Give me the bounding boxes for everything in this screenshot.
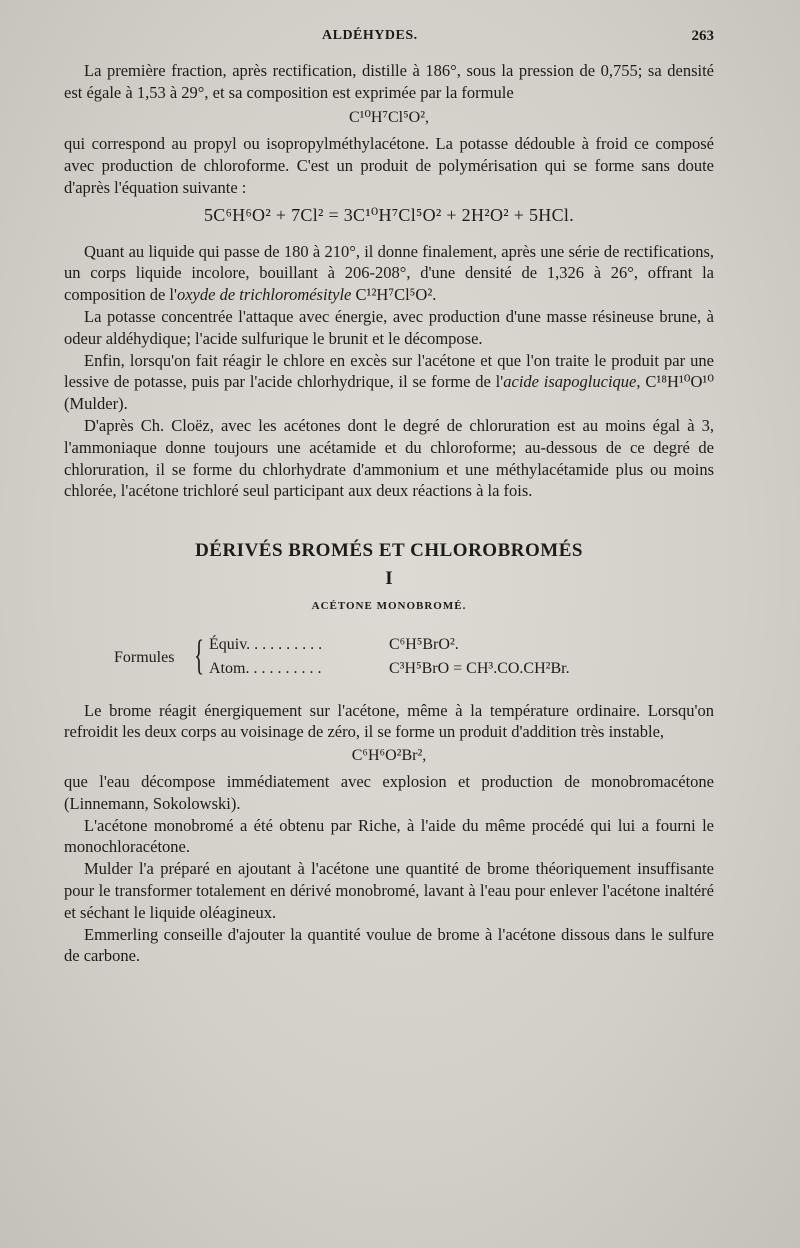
paragraph	[64, 241, 714, 306]
subsection-title: ACÉTONE MONOBROMÉ.	[311, 599, 467, 612]
formula-row-name: Atom. . . . . . . . . .	[209, 659, 322, 677]
paragraph: Le brome réagit énergiquement sur l'acétone, même à la température ordinaire. Lorsqu'on refroidit les deux corps au voisinage de zéro, il se forme un produit d'addition très instable,	[64, 700, 714, 742]
text-run: C¹²H⁷Cl⁵O².	[351, 285, 437, 305]
formulas-label: Formules	[114, 648, 175, 666]
formulas-table	[64, 632, 714, 684]
paragraph: Emmerling conseille d'ajouter la quantité voulue de brome à l'acétone dissous dans le sulfure de carbone.	[64, 924, 714, 966]
paragraph: L'acétone monobromé a été obtenu par Riche, à l'aide du même procédé qui lui a fourni le monochloracétone.	[64, 815, 714, 857]
text-run: , C¹⁸H¹⁰O¹⁰ (Mulder).	[64, 372, 714, 414]
brace: {	[194, 632, 205, 679]
formula-row	[209, 658, 570, 680]
formula-row	[209, 634, 459, 656]
paragraph: qui correspond au propyl ou isopropylméthylacétone. La potasse dédouble à froid ce composé avec production de chloroforme. C'est un produit de polymérisation qui se forme sans doute d'après l'équation suivante :	[64, 134, 714, 197]
chemical-formula: C⁶H⁶O²Br²,	[351, 747, 427, 765]
running-title: ALDÉHYDES.	[322, 28, 418, 43]
paragraph: que l'eau décompose immédiatement avec explosion et production de monobromacétone (Linnemann, Sokolowski).	[64, 771, 714, 813]
page-number: 263	[691, 28, 714, 44]
page-header	[64, 28, 714, 48]
formula-row-value: C³H⁵BrO = CH³.CO.CH²Br.	[389, 659, 570, 677]
formula-row-value: C⁶H⁵BrO².	[389, 635, 459, 653]
section-title: DÉRIVÉS BROMÉS ET CHLOROBROMÉS	[195, 540, 583, 562]
paragraph: La première fraction, après rectification, distille à 186°, sous la pression de 0,755; sa densité est égale à 1,53 à 29°, et sa composition est exprimée par la formule	[64, 61, 714, 102]
chemical-formula: C¹⁰H⁷Cl⁵O²,	[348, 108, 430, 126]
section-number: I	[385, 567, 393, 589]
text-run: Enfin, lorsqu'on fait réagir le chlore en excès sur l'acétone et que l'on traite le produit par une lessive de potasse, puis par l'acide chlorhydrique, il se forme de l'	[64, 350, 714, 392]
italic-term: acide isapoglucique	[503, 372, 637, 392]
chemical-equation: 5C⁶H⁶O² + 7Cl² = 3C¹⁰H⁷Cl⁵O² + 2H²O² + 5HCl.	[203, 204, 575, 225]
formula-row-name: Équiv. . . . . . . . . .	[209, 635, 323, 653]
text-run: Quant au liquide qui passe de 180 à 210°, il donne finalement, après une série de rectifications, un corps liquide incolore, bouillant à 206-208°, d'une densité de 1,326 à 26°, offrant la composition de l'	[64, 241, 714, 305]
paragraph: D'après Ch. Cloëz, avec les acétones dont le degré de chloruration est au moins égal à 3, l'ammoniaque donne toujours une acétamide et du chloroforme; au-dessous de ce degré de chloruration, il se forme du chlorhydrate d'ammonium et une méthylacétamide plus ou moins chlorée, l'acétone trichloré seul participant aux deux réactions à la fois.	[64, 415, 714, 501]
paragraph	[64, 350, 714, 415]
italic-term: oxyde de trichloromésityle	[176, 285, 352, 305]
paragraph: Mulder l'a préparé en ajoutant à l'acétone une quantité de brome théoriquement insuffisante pour le transformer totalement en dérivé monobromé, lavant à l'eau pour enlever l'acétone inaltéré et séchant le liquide oléagineux.	[64, 859, 714, 922]
paragraph: La potasse concentrée l'attaque avec énergie, avec production d'une masse résineuse brune, à odeur aldéhydique; l'acide sulfurique le brunit et le décompose.	[64, 306, 714, 348]
body-text	[64, 60, 714, 967]
